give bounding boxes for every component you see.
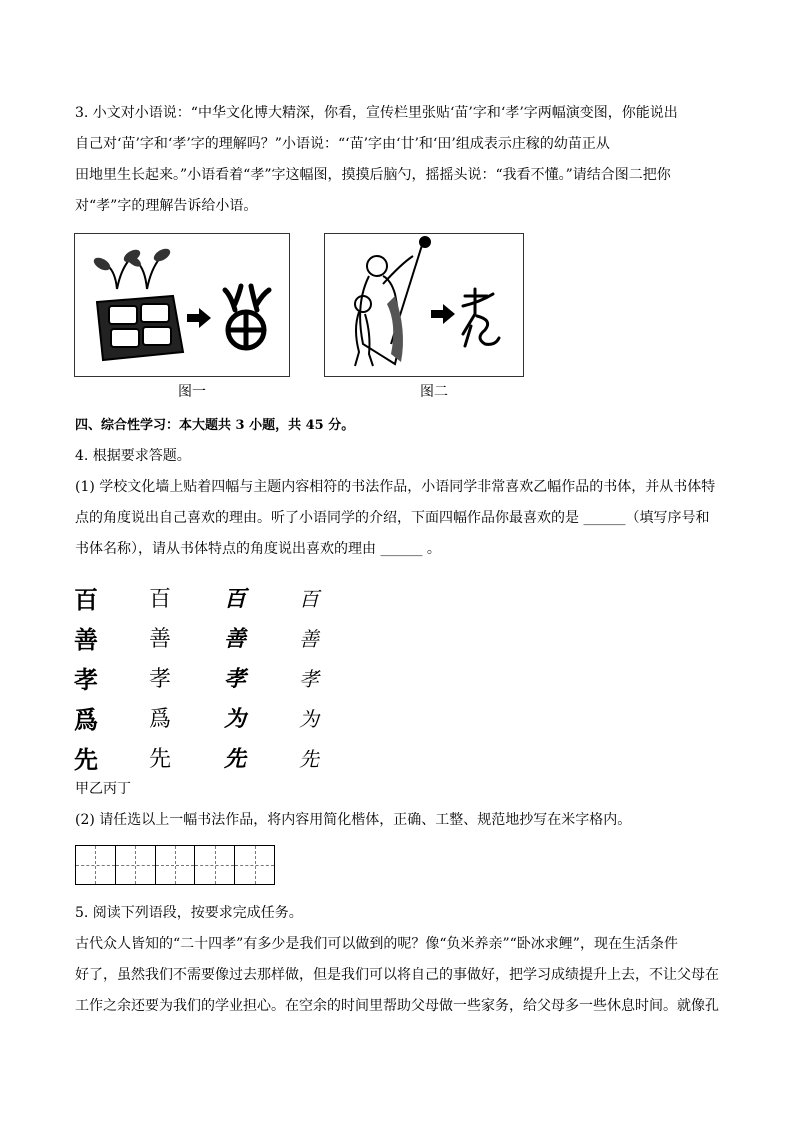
calligraphy-char-ding: 善 [299, 628, 319, 651]
calligraphy-char-jia: 善 [74, 625, 98, 654]
calligraphy-char-bing: 善 [224, 625, 247, 651]
calligraphy-row [70, 577, 370, 617]
grid-cell[interactable] [195, 846, 235, 884]
figure-one-caption: 图一 [178, 384, 206, 400]
q4-part1-line-3: 书体名称），请从书体特点的角度说出喜欢的理由 ______ 。 [75, 541, 441, 557]
q4-part2: (2) 请任选以上一幅书法作品，将内容用简化楷体，正确、工整、规范地抄写在米字格内。 [75, 812, 632, 828]
calligraphy-char-jia: 先 [74, 745, 98, 774]
grid-cell[interactable] [116, 846, 156, 884]
calligraphy-char-yi: 爲 [149, 706, 172, 732]
calligraphy-char-yi: 孝 [149, 666, 172, 692]
calligraphy-char-bing: 先 [224, 745, 247, 771]
section-four-heading: 四、综合性学习：本大题共 3 小题，共 45 分。 [75, 418, 355, 433]
q4-part1-line-1: (1) 学校文化墙上贴着四幅与主题内容相符的书法作品，小语同学非常喜欢乙幅作品的书体，并从书体特 [75, 479, 716, 495]
calligraphy-char-bing: 为 [224, 705, 247, 731]
calligraphy-char-jia: 孝 [74, 665, 98, 694]
grid-cell[interactable] [76, 846, 116, 884]
grid-cell[interactable] [156, 846, 196, 884]
calligraphy-char-jia: 爲 [74, 705, 98, 734]
calligraphy-char-yi: 先 [149, 746, 172, 772]
q5-line-2: 好了，虽然我们不需要像过去那样做，但是我们可以将自己的事做好，把学习成绩提升上去，不让父母在 [75, 967, 719, 983]
q5-line-1: 古代众人皆知的“二十四孝”有多少是我们可以做到的呢？像“负米养亲”“卧冰求鲤”，现在生活条件 [75, 936, 678, 952]
calligraphy-char-bing: 百 [224, 585, 247, 611]
figure-one [74, 233, 290, 377]
calligraphy-char-ding: 先 [299, 748, 319, 771]
calligraphy-char-ding: 孝 [299, 668, 319, 691]
calligraphy-row [70, 737, 370, 777]
calligraphy-char-yi: 百 [149, 586, 172, 612]
calligraphy-labels: 甲乙丙丁 [75, 781, 131, 797]
q5-intro: 5. 阅读下列语段，按要求完成任务。 [75, 905, 303, 921]
calligraphy-char-ding: 为 [299, 708, 319, 731]
calligraphy-row [70, 697, 370, 737]
calligraphy-char-yi: 善 [149, 626, 172, 652]
figure-two-caption: 图二 [420, 384, 448, 400]
writing-grid[interactable] [75, 845, 275, 885]
calligraphy-row [70, 617, 370, 657]
calligraphy-works [70, 577, 370, 777]
grid-cell[interactable] [235, 846, 274, 884]
q3-line-2: 自己对‘苗’字和‘孝’字的理解吗？”小语说：“‘苗’字由‘廿’和‘田’组成表示庄稼的幼苗正从 [75, 136, 610, 152]
figure-two [324, 233, 524, 377]
q3-line-1: 3. 小文对小语说：“中华文化博大精深，你看，宣传栏里张贴‘苗’字和‘孝’字两幅演变图，你能说出 [75, 105, 678, 121]
calligraphy-char-jia: 百 [74, 585, 98, 614]
q3-line-4: 对“孝”字的理解告诉给小语。 [75, 198, 258, 214]
q4-part1-line-2: 点的角度说出自己喜欢的理由。听了小语同学的介绍，下面四幅作品你最喜欢的是 ______（填写序号和 [75, 510, 710, 526]
calligraphy-char-bing: 孝 [224, 665, 247, 691]
field-to-miao-illustration [75, 234, 289, 376]
elder-and-child-illustration [325, 234, 523, 376]
q4-intro: 4. 根据要求答题。 [75, 448, 191, 464]
calligraphy-char-ding: 百 [299, 588, 319, 611]
q3-line-3: 田地里生长起来。”小语看着“孝”字这幅图，摸摸后脑勺，摇摇头说：“我看不懂。”请结合图二把你 [75, 167, 671, 183]
calligraphy-row [70, 657, 370, 697]
q5-line-3: 工作之余还要为我们的学业担心。在空余的时间里帮助父母做一些家务，给父母多一些休息时间。就像孔 [75, 998, 719, 1014]
